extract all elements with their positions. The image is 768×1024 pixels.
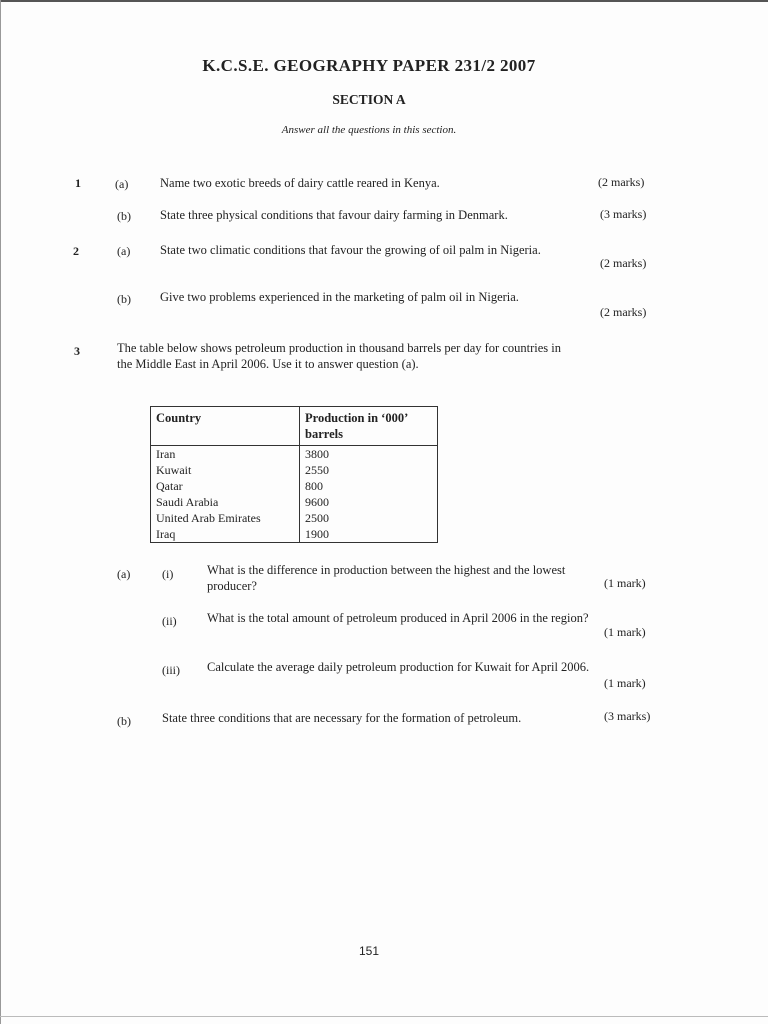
question-3b-label: (b) (117, 714, 131, 728)
question-3a-i-label: (i) (162, 567, 174, 581)
table-cell-country: United Arab Emirates (151, 510, 300, 526)
question-1b-text: State three physical conditions that favour dairy farming in Denmark. (160, 208, 508, 222)
section-instruction: Answer all the questions in this section. (281, 124, 457, 136)
table-cell-country: Saudi Arabia (151, 494, 300, 510)
table-row (151, 494, 438, 510)
page-number: 151 (358, 944, 380, 958)
petroleum-production-table (150, 406, 438, 543)
question-1-number: 1 (75, 176, 81, 190)
question-3a-i-marks: (1 mark) (604, 576, 646, 590)
table-row (151, 510, 438, 526)
question-3a-ii-text: What is the total amount of petroleum produced in April 2006 in the region? (207, 611, 589, 625)
question-2a-text: State two climatic conditions that favour the growing of oil palm in Nigeria. (160, 243, 541, 257)
table-row (151, 462, 438, 478)
question-2b-label: (b) (117, 292, 131, 306)
table-cell-country: Qatar (151, 478, 300, 494)
question-1a-text: Name two exotic breeds of dairy cattle reared in Kenya. (160, 176, 440, 190)
question-3a-i-text: What is the difference in production between the highest and the lowest producer? (207, 563, 566, 593)
page-edge-top (0, 0, 768, 2)
question-3-number: 3 (74, 344, 80, 358)
table-cell-production: 3800 (300, 446, 438, 463)
table-cell-production: 2550 (300, 462, 438, 478)
question-2b-marks: (2 marks) (600, 305, 647, 319)
question-3a-iii-text: Calculate the average daily petroleum production for Kuwait for April 2006. (207, 660, 590, 674)
page-edge-left (0, 0, 1, 1024)
table-cell-production: 2500 (300, 510, 438, 526)
question-3b-text: State three conditions that are necessary for the formation of petroleum. (162, 711, 522, 725)
question-1b-label: (b) (117, 209, 131, 223)
table-header-production: Production in ‘000’ barrels (300, 407, 438, 446)
question-3a-ii-label: (ii) (162, 614, 177, 628)
question-1a-label: (a) (115, 177, 129, 191)
table-header-country: Country (151, 407, 300, 446)
question-2-number: 2 (73, 244, 79, 258)
table-cell-country: Iraq (151, 526, 300, 543)
table-cell-production: 1900 (300, 526, 438, 543)
question-1a-marks: (2 marks) (598, 175, 645, 189)
question-2a-label: (a) (117, 244, 131, 258)
question-3b-marks: (3 marks) (604, 709, 651, 723)
question-3-intro: The table below shows petroleum production in thousand barrels per day for countries in the Middle East in April 2006. Use it to answer question (a). (117, 341, 561, 371)
table-cell-country: Kuwait (151, 462, 300, 478)
question-2a-marks: (2 marks) (600, 256, 647, 270)
table-cell-production: 800 (300, 478, 438, 494)
question-3a-ii-marks: (1 mark) (604, 625, 646, 639)
section-heading: SECTION A (332, 92, 406, 107)
table-cell-country: Iran (151, 446, 300, 463)
table-row (151, 446, 438, 463)
question-3a-iii-label: (iii) (162, 663, 180, 677)
table-cell-production: 9600 (300, 494, 438, 510)
table-row (151, 478, 438, 494)
question-1b-marks: (3 marks) (600, 207, 647, 221)
table-header-row (151, 407, 438, 446)
table-row (151, 526, 438, 543)
page-edge-bottom (0, 1016, 768, 1017)
question-2b-text: Give two problems experienced in the marketing of palm oil in Nigeria. (160, 290, 519, 304)
question-3a-label: (a) (117, 567, 131, 581)
question-3a-iii-marks: (1 mark) (604, 676, 646, 690)
paper-title: K.C.S.E. GEOGRAPHY PAPER 231/2 2007 (202, 56, 536, 75)
